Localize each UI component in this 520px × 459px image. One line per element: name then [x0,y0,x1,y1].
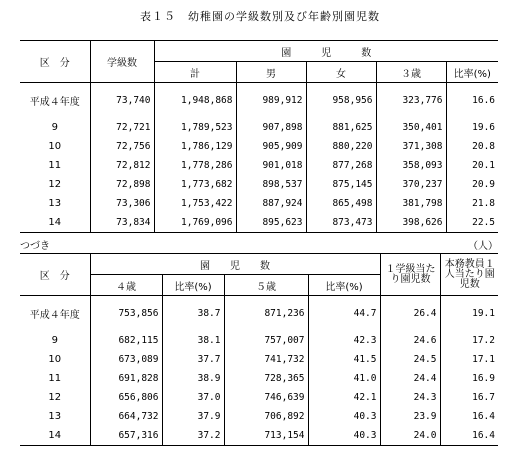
cell-ratio: 21.8 [446,194,498,213]
cell-ratio5: 40.3 [308,407,380,426]
enrollment-table-part2 [20,253,498,446]
cell-age3: 371,308 [376,137,446,156]
cell-ratio5: 42.3 [308,331,380,350]
cell-ratio: 20.1 [446,156,498,175]
table-row [20,350,498,369]
cell-ratio4: 37.9 [162,407,224,426]
cell-per-teacher: 16.4 [440,426,498,446]
cell-age3: 358,093 [376,156,446,175]
cell-classes: 73,306 [90,194,154,213]
cell-male: 905,909 [236,137,306,156]
cell-ratio4: 37.2 [162,426,224,446]
cell-total: 1,778,286 [154,156,236,175]
table-title: 表１５ 幼稚園の学級数別及び年齢別園児数 [140,10,380,23]
cell-age5: 741,732 [224,350,308,369]
cell-male: 901,018 [236,156,306,175]
table-row [20,137,498,156]
cell-ratio: 20.9 [446,175,498,194]
cell-total: 1,769,096 [154,213,236,233]
cell-ratio4: 38.1 [162,331,224,350]
table-row [20,388,498,407]
cell-age3: 323,776 [376,91,446,110]
row-label: 12 [48,392,62,403]
cell-per-class: 26.4 [380,304,440,323]
cell-total: 1,753,422 [154,194,236,213]
cell-ratio5: 41.0 [308,369,380,388]
cell-ratio4: 37.0 [162,388,224,407]
row-label: 11 [48,160,62,171]
row-label: 14 [48,430,62,441]
cell-per-teacher: 16.4 [440,407,498,426]
row-label: 平成４年度 [29,310,80,321]
cell-age3: 381,798 [376,194,446,213]
header-enrollment: 園 児 数 [154,41,498,62]
row-label: 12 [48,179,62,190]
header-total: 計 [154,62,236,83]
header-enrollment: 園 児 数 [90,254,380,275]
header-ratio4: 比率(%) [162,275,224,296]
row-label: 13 [48,198,62,209]
header-ratio: 比率(%) [446,62,498,83]
cell-per-class: 24.0 [380,426,440,446]
cell-ratio4: 38.9 [162,369,224,388]
cell-ratio4: 37.7 [162,350,224,369]
header-male: 男 [236,62,306,83]
header-age3: ３歳 [376,62,446,83]
header-ratio5: 比率(%) [308,275,380,296]
cell-total: 1,773,682 [154,175,236,194]
cell-ratio: 22.5 [446,213,498,233]
cell-male: 898,537 [236,175,306,194]
cell-male: 907,898 [236,118,306,137]
cell-female: 880,220 [306,137,376,156]
cell-age5: 728,365 [224,369,308,388]
cell-per-class: 24.3 [380,388,440,407]
cell-age4: 664,732 [90,407,162,426]
header-age4: ４歳 [90,275,162,296]
table-row [20,175,498,194]
header-classes: 学級数 [90,41,154,83]
cell-ratio: 20.8 [446,137,498,156]
cell-per-class: 24.6 [380,331,440,350]
cell-female: 877,268 [306,156,376,175]
cell-female: 873,473 [306,213,376,233]
table-row [20,194,498,213]
row-label: 13 [48,411,62,422]
cell-classes: 72,721 [90,118,154,137]
row-label: 10 [48,354,62,365]
row-label: 平成４年度 [29,97,80,108]
table-row [20,407,498,426]
table-row [20,369,498,388]
cell-female: 875,145 [306,175,376,194]
table2-body [20,304,498,446]
header-age5: ５歳 [224,275,308,296]
cell-total: 1,786,129 [154,137,236,156]
cell-classes: 72,756 [90,137,154,156]
row-label: 9 [51,335,58,346]
cell-classes: 72,812 [90,156,154,175]
cell-male: 887,924 [236,194,306,213]
table-row [20,156,498,175]
cell-per-teacher: 17.2 [440,331,498,350]
cell-ratio: 16.6 [446,91,498,110]
row-label: 11 [48,373,62,384]
cell-female: 865,498 [306,194,376,213]
cell-age3: 350,401 [376,118,446,137]
cell-ratio5: 40.3 [308,426,380,446]
cell-total: 1,948,868 [154,91,236,110]
header-category: 区 分 [20,41,90,83]
header-category: 区 分 [20,254,90,296]
cell-per-class: 24.4 [380,369,440,388]
header-female: 女 [306,62,376,83]
table-row [20,91,498,110]
table1-body [20,91,498,233]
cell-per-class: 24.5 [380,350,440,369]
row-label: 14 [48,217,62,228]
cell-per-class: 23.9 [380,407,440,426]
cell-age3: 370,237 [376,175,446,194]
cell-age5: 871,236 [224,304,308,323]
unit-label: （人） [468,241,498,252]
cell-ratio: 19.6 [446,118,498,137]
cell-age5: 706,892 [224,407,308,426]
cell-age4: 682,115 [90,331,162,350]
cell-per-teacher: 16.7 [440,388,498,407]
header-per-class: １学級当たり園児数 [380,254,440,296]
cell-age4: 753,856 [90,304,162,323]
table-row [20,304,498,323]
row-label: 10 [48,141,62,152]
cell-per-teacher: 19.1 [440,304,498,323]
cell-female: 881,625 [306,118,376,137]
cell-classes: 73,740 [90,91,154,110]
cell-age3: 398,626 [376,213,446,233]
cell-age5: 757,007 [224,331,308,350]
cell-total: 1,789,523 [154,118,236,137]
cell-classes: 72,898 [90,175,154,194]
table-row [20,426,498,446]
cell-age4: 657,316 [90,426,162,446]
enrollment-table-part1 [20,40,498,233]
cell-age5: 713,154 [224,426,308,446]
cell-ratio5: 44.7 [308,304,380,323]
cell-male: 895,623 [236,213,306,233]
cell-male: 989,912 [236,91,306,110]
cell-age4: 691,828 [90,369,162,388]
row-label: 9 [51,122,58,133]
cell-age5: 746,639 [224,388,308,407]
cell-ratio5: 42.1 [308,388,380,407]
table-row [20,331,498,350]
cell-per-teacher: 17.1 [440,350,498,369]
cell-female: 958,956 [306,91,376,110]
table-row [20,213,498,233]
continued-label: つづき [20,241,50,252]
cell-classes: 73,834 [90,213,154,233]
cell-per-teacher: 16.9 [440,369,498,388]
cell-age4: 673,089 [90,350,162,369]
header-per-teacher: 本務教員１人当たり園児数 [440,254,498,296]
cell-age4: 656,806 [90,388,162,407]
cell-ratio5: 41.5 [308,350,380,369]
cell-ratio4: 38.7 [162,304,224,323]
table-row [20,118,498,137]
